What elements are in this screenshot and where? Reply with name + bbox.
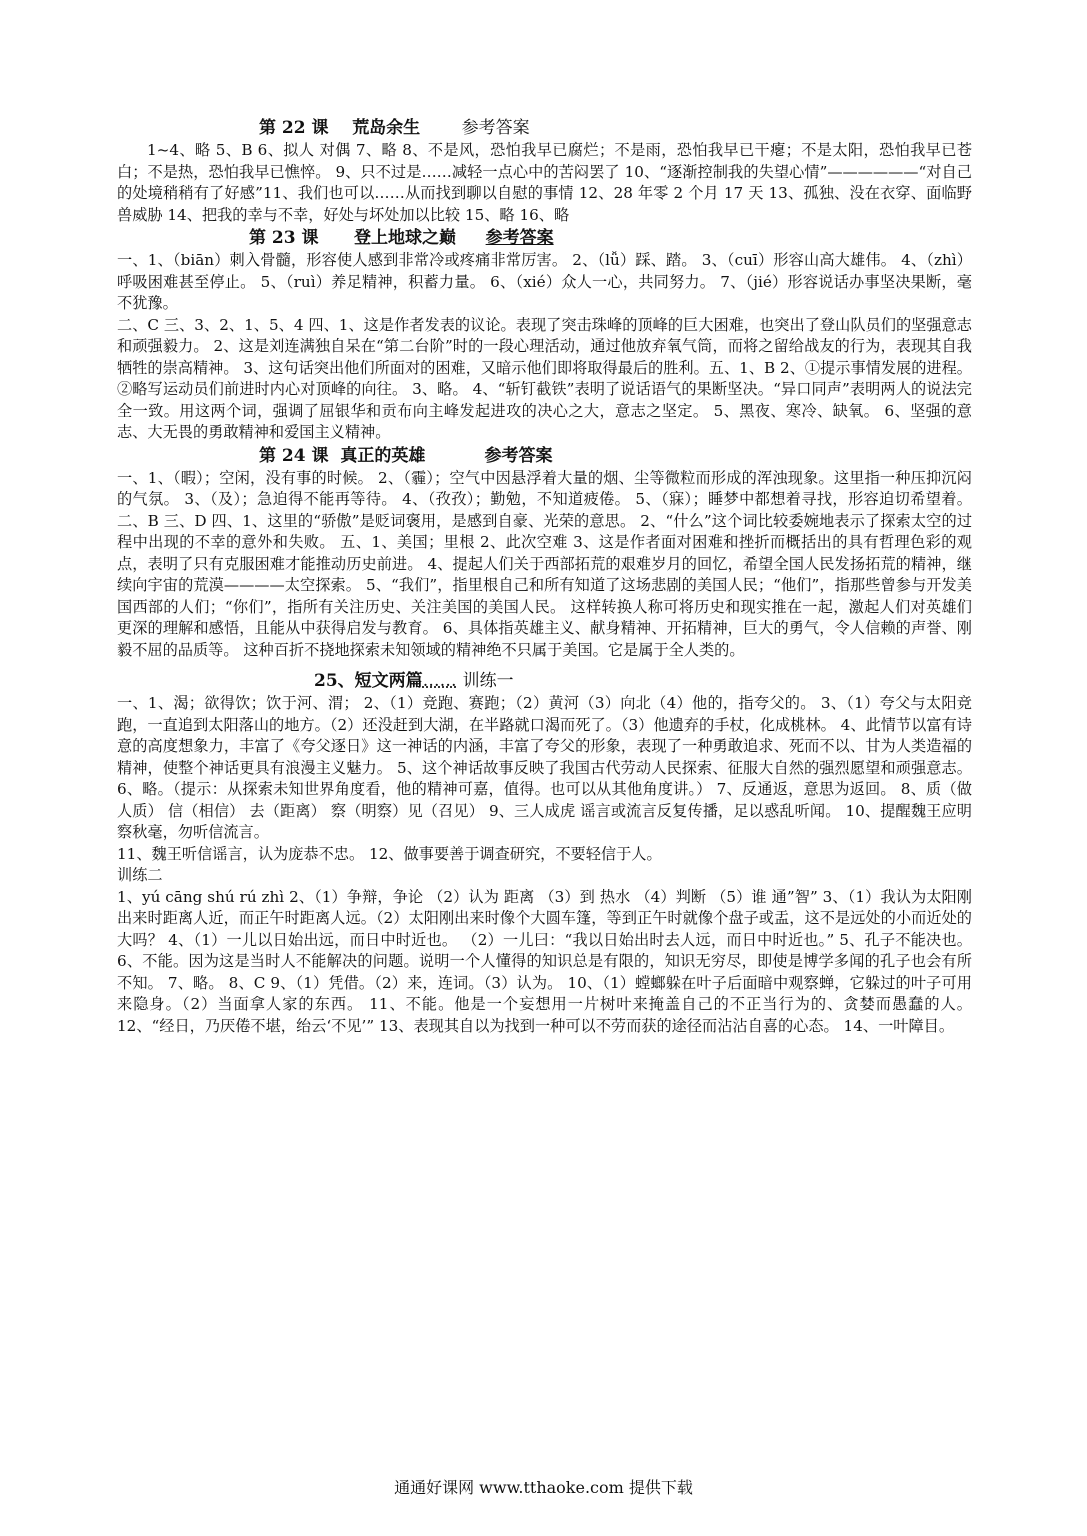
- lesson-23-answer-label: 参考答案: [485, 228, 554, 248]
- lesson-24-number: 第 24 课: [259, 445, 329, 466]
- lesson-25-name: 25、短文两篇: [314, 671, 423, 691]
- lesson-23-title: [117, 226, 972, 250]
- training-1-label: 训练一: [462, 671, 514, 691]
- lesson-23-name: 登上地球之巅: [354, 228, 457, 248]
- lesson-24-answer-label: 参考答案: [484, 445, 553, 466]
- lesson-24-section: [117, 444, 972, 662]
- training-1-answers: 一、1、渴；欲得饮；饮于河、渭； 2、（1）竞跑、赛跑；（2）黄河（3）向北（4）他的，指夸父的。 3、（1）夸父与太阳竞跑，一直追到太阳落山的地方。（2）还没赶到大湖，在半路就口渴而死了。（3）他遗弃的手杖，化成桃林。 4、此情节以富有诗意的高度想象力，丰富了《夸父逐日》这一神话的内涵，丰富了夸父的形象，表现了一种勇敢追求、死而不以、甘为人类造福的精神，使整个神话更具有浪漫主义魅力。 5、这个神话故事反映了我国古代劳动人民探索、征服大自然的强烈愿望和顽强意志。 6、略。（提示：从探索未知世界角度看，他的精神可嘉，值得。也可以从其他角度讲。） 7、反通返，意思为返回。 8、质（做人质） 信（相信） 去（距离） 察（明察）见（召见） 9、三人成虎 谣言或流言反复传播，足以惑乱听闻。 10、提醒魏王应明察秋毫，勿听信流言。: [117, 694, 972, 841]
- training-1-answers-end: 11、魏王听信谣言，认为庞恭不忠。 12、做事要善于调查研究，不要轻信于人。: [117, 844, 662, 863]
- lesson-25-dots: ……: [422, 671, 457, 691]
- lesson-22-answers: 1~4、略 5、B 6、拟人 对偶 7、略 8、不是风，恐怕我早已腐烂；不是雨，恐怕我早已干瘪；不是太阳，恐怕我早已苍白；不是热，恐怕我早已憔悴。 9、只不过是……减轻一点心中的苦闷罢了 10、“逐渐控制我的失望心情”——————“对自己的处境稍稍有了好感”11、我们也可以……从而找到聊以自慰的事情 12、28 年零 2 个月 17 天 13、孤独、没在衣穿、面临野兽威胁 14、把我的幸与不幸，好处与坏处加以比较 15、略 16、略: [117, 141, 972, 224]
- lesson-25-title: [117, 669, 972, 693]
- lesson-23-number: 第 23 课: [249, 228, 319, 248]
- lesson-22-section: [117, 116, 972, 226]
- training-2-answers: 1、yú cāng shú rú zhì 2、（1）争辩，争论 （2）认为 距离 （3）到 热水 （4）判断 （5）谁 通”智” 3、（1）我认为太阳刚出来时距离人近，而正午时距离人远。（2）太阳刚出来时像个大圆车篷，等到正午时就像个盘子或盂，这不是远处的小而近处的大吗？ 4、（1）一儿以日始出远，而日中时近也。 （2）一儿曰：“我以日始出时去人远，而日中时近也。” 5、孔子不能决也。 6、不能。因为这是当时人不能解决的问题。说明一个人懂得的知识总是有限的，知识无穷尽，即使是博学多闻的孔子也会有所不知。 7、略。 8、C 9、（1）凭借。（2）来，连词。（3）认为。 10、（1）螳螂躲在叶子后面暗中观察蝉，它躲过的叶子可用来隐身。（2）当面拿人家的东西。 11、不能。他是一个妄想用一片树叶来掩盖自己的不正当行为的、贪婪而愚蠢的人。 12、“经日，乃厌倦不堪，绐云‘不见’” 13、表现其自以为找到一种可以不劳而获的途径而沾沾自喜的心态。 14、一叶障目。: [117, 887, 972, 1035]
- lesson-22-number: 第 22 课: [259, 118, 329, 138]
- page-footer: 通通好课网 www.tthaoke.com 提供下载: [394, 1478, 693, 1497]
- lesson-22-title: [117, 116, 972, 140]
- training-2-label: 训练二: [117, 866, 163, 884]
- lesson-22-answer-label: 参考答案: [461, 118, 530, 138]
- lesson-23-section: [117, 226, 972, 444]
- lesson-25-section: [117, 669, 972, 1037]
- lesson-24-title: [117, 444, 972, 468]
- lesson-22-name: 荒岛余生: [352, 118, 421, 138]
- answer-document: [117, 116, 972, 1037]
- lesson-23-part2: 二、C 三、3、2、1、5、4 四、1、这是作者发表的议论。表现了突击珠峰的顶峰的巨大困难，也突出了登山队员们的坚强意志和顽强毅力。 2、这是刘连满独自呆在“第二台阶”时的一段心理活动，通过他放弃氧气筒，而将之留给战友的行为，表现其自我牺牲的崇高精神。 3、这句话突出他们所面对的困难，又暗示他们即将取得最后的胜利。五、1、B 2、①提示事情发展的进程。②略写运动员们前进时内心对顶峰的向往。 3、略。 4、“斩钉截铁”表明了说话语气的果断坚决。“异口同声”表明两人的说法完全一致。用这两个词，强调了屈银华和贡布向主峰发起进攻的决心之大，意志之坚定。 5、黑夜、寒冷、缺氧。 6、坚强的意志、大无畏的勇敢精神和爱国主义精神。: [117, 315, 972, 441]
- lesson-24-answers: 一、1、（暇）；空闲，没有事的时候。 2、（霾）；空气中因悬浮着大量的烟、尘等微粒而形成的浑浊现象。这里指一种压抑沉闷的气氛。 3、（及）；急迫得不能再等待。 4、（孜孜）；勤勉，不知道疲倦。 5、（寐）；睡梦中都想着寻找，形容迫切希望着。 二、B 三、D 四、1、这里的“骄傲”是贬词褒用，是感到自豪、光荣的意思。 2、“什么”这个词比较委婉地表示了探索太空的过程中出现的不幸的意外和失败。 五、1、美国；里根 2、此次空难 3、这是作者面对困难和挫折而概括出的具有哲理色彩的观点，表明了只有克服困难才能推动历史前进。 4、提起人们关于西部拓荒的艰难岁月的回忆，希望全国人民发扬拓荒的精神，继续向宇宙的荒漠————太空探索。 5、“我们”，指里根自己和所有知道了这场悲剧的美国人民；“他们”，指那些曾参与开发美国西部的人们；“你们”，指所有关注历史、关注美国的美国人民。 这样转换人称可将历史和现实推在一起，激起人们对英雄们更深的理解和感悟，且能从中获得启发与教育。 6、具体指英雄主义、献身精神、开拓精神，巨大的勇气，令人信赖的声誉、刚毅不屈的品质等。 这种百折不挠地探索未知领域的精神绝不只属于美国。它是属于全人类的。: [117, 468, 973, 659]
- lesson-23-part1: 一、1、（biān）刺入骨髓，形容使人感到非常冷或疼痛非常厉害。 2、（lǚ）踩、踏。 3、（cuī）形容山高大雄伟。 4、（zhì）呼吸困难甚至停止。 5、（ruì）养足精神，积蓄力量。 6、（xié）众人一心，共同努力。 7、（jié）形容说话办事坚决果断，毫不犹豫。: [117, 251, 972, 312]
- lesson-24-name: 真正的英雄: [340, 445, 426, 466]
